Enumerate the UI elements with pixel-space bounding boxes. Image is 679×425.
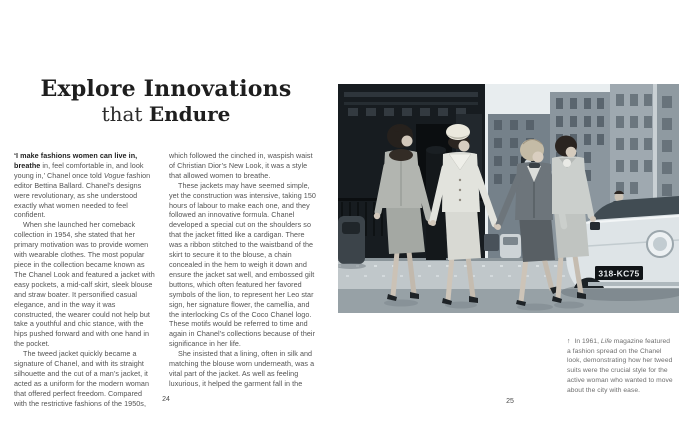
life-magazine-italic: Life: [600, 338, 612, 345]
title-line-1: Explore Innovations: [40, 76, 292, 103]
paragraph-4: These jackets may have seemed simple, yet the construction was intensive, taking 150 hours of labour to make each one, and they followed an innovative formula. Chanel developed a special cut on the shoulders so that the jacket fitted like a cardigan. There was a ribbon stitched to the waistband of the skirt to secure it to the blouse, a chain concealed in the hem to weigh it down and ensure the jacket sat well, and embossed gilt buttons, which often featured her favored symbols of the lion, to represent her Leo star sign, her signature flower, the camellia, and the interlocking Cs of the Coco Chanel logo. These motifs would be referred to time and again in Chanel’s collections because of their significance in her life.: [169, 180, 316, 349]
body-text: [14, 151, 319, 409]
paragraph-3-continued: which followed the cinched in, waspish waist of Christian Dior’s New Look, it was a style that allowed women to breathe.: [169, 151, 313, 180]
text-column-1: [14, 151, 156, 409]
paragraph-3: The tweed jacket quickly became a signature of Chanel, and with its straight silhouette and the cut of a man’s jacket, it acted as a uniform for the modern woman that offered perfect freedom. Compared with the restrictive fashions of the 1950s,: [14, 349, 149, 408]
caption-text: In 1961,: [574, 338, 601, 345]
text-column-2: [169, 151, 319, 409]
paragraph-1-text: fashion editor Bettina Ballard. Chanel’s designs were revolutionary, as she understood exactly what women needed to feel confident.: [14, 170, 151, 220]
neck-scarf: [563, 159, 571, 167]
title-word-endure: Endure: [148, 102, 231, 127]
model-2-face: [459, 141, 470, 152]
up-arrow-icon: ↑: [567, 338, 571, 345]
street-photo: [338, 84, 679, 313]
paragraph-1: [14, 151, 156, 220]
paragraph-1-text: in, feel comfortable in, and look young in,’ Chanel once told: [14, 160, 144, 180]
paragraph-5: She insisted that a lining, often in silk and matching the blouse worn underneath, was a vital part of the jacket. As well as feeling luxurious, it helped the garment fall in the: [169, 349, 315, 388]
parked-car-left: [338, 216, 366, 269]
title-line-2: [0, 102, 332, 126]
handbag: [590, 222, 600, 230]
lead-in-bold: ‘I make fashions women can live in, breathe: [14, 151, 138, 170]
page-number-left: 24: [162, 396, 170, 403]
model-3-face: [533, 152, 544, 163]
model-1-face: [402, 136, 413, 147]
paragraph-2: When she launched her comeback collection in 1954, she stated that her primary motivation was to provide women with wearable clothes. The most popular piece in the collection became known as The Chanel Look and featured a jacket with easy pockets, a mid-calf skirt, sleek blouse and straw boater. It personified casual elegance, and in the way it was constructed, the wearer could not help but take a youthful and chic stance, with the hips pushed forward and with one hand in the pocket.: [14, 220, 155, 349]
license-plate: 318-KC75: [598, 268, 640, 279]
photo-caption: [567, 337, 674, 395]
caption-text: magazine featured a fashion spread on the Chanel look, demonstrating how her tweed suits were the crucial style for the active woman who wanted to move about the city with ease.: [567, 338, 673, 394]
vogue-italic: Vogue: [103, 170, 125, 180]
page-title: [0, 77, 332, 126]
page-number-right: 25: [506, 398, 514, 405]
title-word-that: that: [101, 102, 149, 127]
model-4-face: [566, 147, 577, 158]
